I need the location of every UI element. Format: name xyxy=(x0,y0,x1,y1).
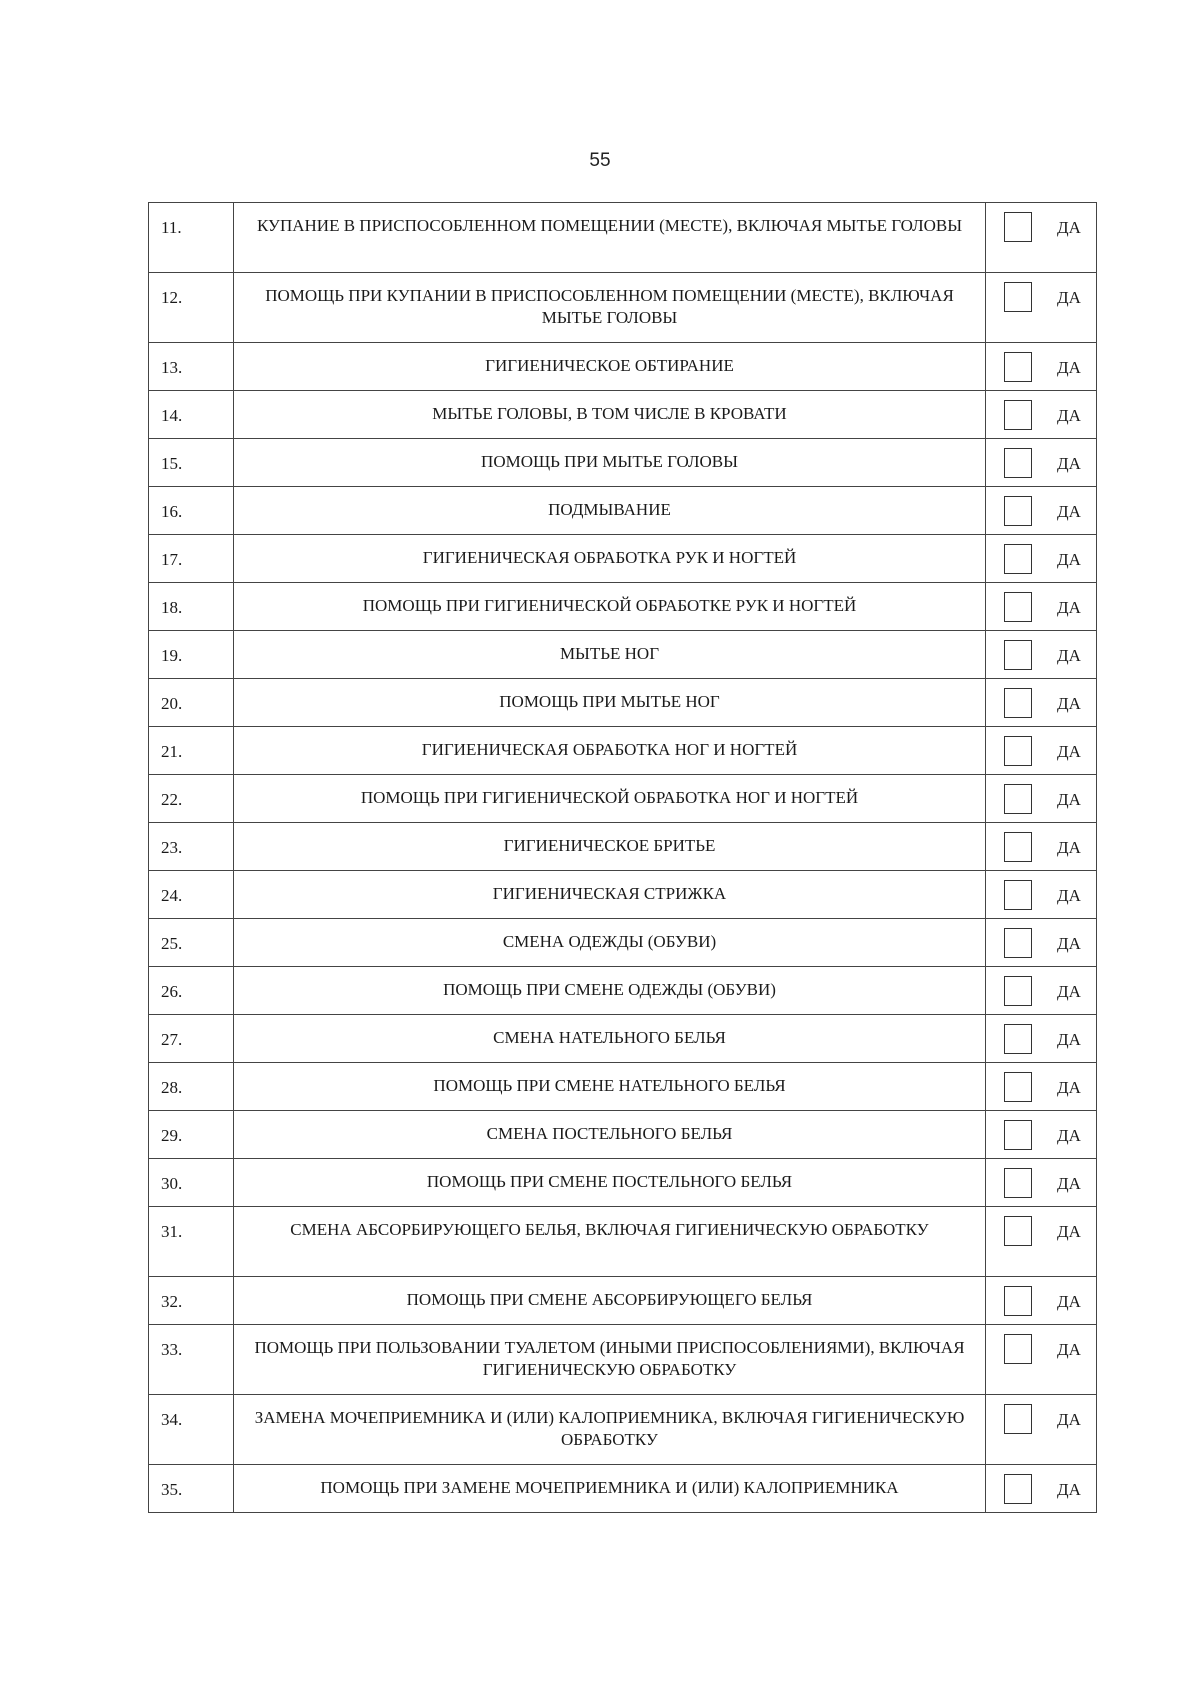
yes-checkbox[interactable] xyxy=(1004,592,1032,622)
table-row xyxy=(149,919,1097,967)
table-row xyxy=(149,391,1097,439)
services-checklist-table xyxy=(148,202,1097,1513)
page-number: 55 xyxy=(589,150,611,171)
table-row xyxy=(149,1159,1097,1207)
yes-label: ДА xyxy=(1057,1410,1081,1429)
table-row xyxy=(149,535,1097,583)
answer-group xyxy=(986,391,1096,430)
yes-label: ДА xyxy=(1057,406,1081,425)
answer-group xyxy=(986,273,1096,312)
answer-group xyxy=(986,871,1096,910)
answer-group xyxy=(986,1395,1096,1434)
row-number: 19. xyxy=(149,631,234,679)
table-row xyxy=(149,439,1097,487)
answer-group xyxy=(986,1063,1096,1102)
answer-cell xyxy=(986,1395,1097,1465)
service-description: ПОМОЩЬ ПРИ ГИГИЕНИЧЕСКОЙ ОБРАБОТКА НОГ И НОГТЕЙ xyxy=(234,775,986,823)
row-number: 23. xyxy=(149,823,234,871)
yes-label: ДА xyxy=(1057,646,1081,665)
yes-checkbox[interactable] xyxy=(1004,976,1032,1006)
answer-group xyxy=(986,967,1096,1006)
yes-checkbox[interactable] xyxy=(1004,282,1032,312)
answer-group xyxy=(986,1465,1096,1504)
answer-cell xyxy=(986,727,1097,775)
answer-group xyxy=(986,1277,1096,1316)
answer-cell xyxy=(986,823,1097,871)
answer-cell xyxy=(986,871,1097,919)
yes-checkbox[interactable] xyxy=(1004,496,1032,526)
table-row xyxy=(149,273,1097,343)
table-row xyxy=(149,1465,1097,1513)
service-description: ПОМОЩЬ ПРИ СМЕНЕ АБСОРБИРУЮЩЕГО БЕЛЬЯ xyxy=(234,1277,986,1325)
yes-checkbox[interactable] xyxy=(1004,1024,1032,1054)
checklist-rows xyxy=(149,203,1097,1513)
answer-group xyxy=(986,1207,1096,1246)
table-row xyxy=(149,775,1097,823)
answer-cell xyxy=(986,343,1097,391)
answer-group xyxy=(986,343,1096,382)
yes-checkbox[interactable] xyxy=(1004,832,1032,862)
service-description: МЫТЬЕ НОГ xyxy=(234,631,986,679)
yes-label: ДА xyxy=(1057,886,1081,905)
service-description: ПОМОЩЬ ПРИ СМЕНЕ НАТЕЛЬНОГО БЕЛЬЯ xyxy=(234,1063,986,1111)
yes-checkbox[interactable] xyxy=(1004,448,1032,478)
answer-cell xyxy=(986,535,1097,583)
row-number: 29. xyxy=(149,1111,234,1159)
service-description: ПОМОЩЬ ПРИ ПОЛЬЗОВАНИИ ТУАЛЕТОМ (ИНЫМИ ПРИСПОСОБЛЕНИЯМИ), ВКЛЮЧАЯ ГИГИЕНИЧЕСКУЮ ОБРАБОТКУ xyxy=(234,1325,986,1395)
yes-checkbox[interactable] xyxy=(1004,928,1032,958)
service-description: ПОМОЩЬ ПРИ МЫТЬЕ НОГ xyxy=(234,679,986,727)
yes-checkbox[interactable] xyxy=(1004,1474,1032,1504)
answer-cell xyxy=(986,1015,1097,1063)
row-number: 14. xyxy=(149,391,234,439)
row-number: 26. xyxy=(149,967,234,1015)
table-row xyxy=(149,1015,1097,1063)
yes-label: ДА xyxy=(1057,790,1081,809)
row-number: 11. xyxy=(149,203,234,273)
yes-checkbox[interactable] xyxy=(1004,352,1032,382)
table-row xyxy=(149,823,1097,871)
service-description: ПОМОЩЬ ПРИ СМЕНЕ ОДЕЖДЫ (ОБУВИ) xyxy=(234,967,986,1015)
service-description: ГИГИЕНИЧЕСКОЕ БРИТЬЕ xyxy=(234,823,986,871)
row-number: 32. xyxy=(149,1277,234,1325)
answer-cell xyxy=(986,1063,1097,1111)
row-number: 22. xyxy=(149,775,234,823)
yes-label: ДА xyxy=(1057,838,1081,857)
yes-label: ДА xyxy=(1057,982,1081,1001)
service-description: ГИГИЕНИЧЕСКАЯ ОБРАБОТКА НОГ И НОГТЕЙ xyxy=(234,727,986,775)
table-row xyxy=(149,1207,1097,1277)
table-row xyxy=(149,203,1097,273)
yes-checkbox[interactable] xyxy=(1004,212,1032,242)
table-row xyxy=(149,583,1097,631)
row-number: 31. xyxy=(149,1207,234,1277)
answer-group xyxy=(986,439,1096,478)
answer-group xyxy=(986,775,1096,814)
answer-cell xyxy=(986,273,1097,343)
table-row xyxy=(149,631,1097,679)
answer-cell xyxy=(986,1111,1097,1159)
row-number: 28. xyxy=(149,1063,234,1111)
service-description: ПОМОЩЬ ПРИ МЫТЬЕ ГОЛОВЫ xyxy=(234,439,986,487)
table-row xyxy=(149,679,1097,727)
row-number: 21. xyxy=(149,727,234,775)
answer-group xyxy=(986,535,1096,574)
yes-label: ДА xyxy=(1057,694,1081,713)
yes-label: ДА xyxy=(1057,358,1081,377)
answer-group xyxy=(986,1111,1096,1150)
row-number: 15. xyxy=(149,439,234,487)
table-row xyxy=(149,1277,1097,1325)
answer-group xyxy=(986,487,1096,526)
answer-cell xyxy=(986,631,1097,679)
service-description: СМЕНА НАТЕЛЬНОГО БЕЛЬЯ xyxy=(234,1015,986,1063)
yes-label: ДА xyxy=(1057,1030,1081,1049)
answer-cell xyxy=(986,487,1097,535)
yes-label: ДА xyxy=(1057,502,1081,521)
answer-cell xyxy=(986,967,1097,1015)
service-description: СМЕНА ОДЕЖДЫ (ОБУВИ) xyxy=(234,919,986,967)
yes-checkbox[interactable] xyxy=(1004,1286,1032,1316)
yes-label: ДА xyxy=(1057,1340,1081,1359)
service-description: СМЕНА ПОСТЕЛЬНОГО БЕЛЬЯ xyxy=(234,1111,986,1159)
yes-label: ДА xyxy=(1057,1078,1081,1097)
service-description: КУПАНИЕ В ПРИСПОСОБЛЕННОМ ПОМЕЩЕНИИ (МЕСТЕ), ВКЛЮЧАЯ МЫТЬЕ ГОЛОВЫ xyxy=(234,203,986,273)
row-number: 16. xyxy=(149,487,234,535)
row-number: 13. xyxy=(149,343,234,391)
answer-cell xyxy=(986,439,1097,487)
table-row xyxy=(149,487,1097,535)
yes-label: ДА xyxy=(1057,742,1081,761)
answer-group xyxy=(986,1015,1096,1054)
answer-group xyxy=(986,919,1096,958)
row-number: 25. xyxy=(149,919,234,967)
row-number: 30. xyxy=(149,1159,234,1207)
answer-group xyxy=(986,823,1096,862)
row-number: 33. xyxy=(149,1325,234,1395)
row-number: 34. xyxy=(149,1395,234,1465)
row-number: 27. xyxy=(149,1015,234,1063)
answer-cell xyxy=(986,1325,1097,1395)
yes-checkbox[interactable] xyxy=(1004,880,1032,910)
yes-label: ДА xyxy=(1057,454,1081,473)
yes-checkbox[interactable] xyxy=(1004,544,1032,574)
yes-label: ДА xyxy=(1057,218,1081,237)
yes-checkbox[interactable] xyxy=(1004,1168,1032,1198)
service-description: ПОДМЫВАНИЕ xyxy=(234,487,986,535)
answer-cell xyxy=(986,1159,1097,1207)
answer-cell xyxy=(986,1207,1097,1277)
yes-label: ДА xyxy=(1057,1126,1081,1145)
table-row xyxy=(149,1063,1097,1111)
table-row xyxy=(149,967,1097,1015)
yes-label: ДА xyxy=(1057,1292,1081,1311)
answer-group xyxy=(986,1159,1096,1198)
table-row xyxy=(149,1111,1097,1159)
service-description: ГИГИЕНИЧЕСКАЯ СТРИЖКА xyxy=(234,871,986,919)
row-number: 24. xyxy=(149,871,234,919)
yes-label: ДА xyxy=(1057,1480,1081,1499)
service-description: ПОМОЩЬ ПРИ ЗАМЕНЕ МОЧЕПРИЕМНИКА И (ИЛИ) КАЛОПРИЕМНИКА xyxy=(234,1465,986,1513)
row-number: 12. xyxy=(149,273,234,343)
row-number: 20. xyxy=(149,679,234,727)
yes-checkbox[interactable] xyxy=(1004,1120,1032,1150)
yes-checkbox[interactable] xyxy=(1004,784,1032,814)
yes-checkbox[interactable] xyxy=(1004,688,1032,718)
row-number: 17. xyxy=(149,535,234,583)
answer-cell xyxy=(986,203,1097,273)
answer-group xyxy=(986,679,1096,718)
service-description: МЫТЬЕ ГОЛОВЫ, В ТОМ ЧИСЛЕ В КРОВАТИ xyxy=(234,391,986,439)
yes-label: ДА xyxy=(1057,550,1081,569)
row-number: 35. xyxy=(149,1465,234,1513)
yes-label: ДА xyxy=(1057,1174,1081,1193)
service-description: ПОМОЩЬ ПРИ СМЕНЕ ПОСТЕЛЬНОГО БЕЛЬЯ xyxy=(234,1159,986,1207)
answer-cell xyxy=(986,1465,1097,1513)
yes-checkbox[interactable] xyxy=(1004,1072,1032,1102)
table-row xyxy=(149,1395,1097,1465)
yes-checkbox[interactable] xyxy=(1004,1404,1032,1434)
yes-checkbox[interactable] xyxy=(1004,400,1032,430)
row-number: 18. xyxy=(149,583,234,631)
service-description: ЗАМЕНА МОЧЕПРИЕМНИКА И (ИЛИ) КАЛОПРИЕМНИКА, ВКЛЮЧАЯ ГИГИЕНИЧЕСКУЮ ОБРАБОТКУ xyxy=(234,1395,986,1465)
table-row xyxy=(149,727,1097,775)
table-row xyxy=(149,1325,1097,1395)
service-description: ГИГИЕНИЧЕСКАЯ ОБРАБОТКА РУК И НОГТЕЙ xyxy=(234,535,986,583)
answer-cell xyxy=(986,919,1097,967)
answer-group xyxy=(986,1325,1096,1364)
yes-checkbox[interactable] xyxy=(1004,1216,1032,1246)
answer-cell xyxy=(986,1277,1097,1325)
yes-label: ДА xyxy=(1057,934,1081,953)
answer-cell xyxy=(986,679,1097,727)
yes-checkbox[interactable] xyxy=(1004,1334,1032,1364)
answer-group xyxy=(986,631,1096,670)
service-description: СМЕНА АБСОРБИРУЮЩЕГО БЕЛЬЯ, ВКЛЮЧАЯ ГИГИЕНИЧЕСКУЮ ОБРАБОТКУ xyxy=(234,1207,986,1277)
answer-cell xyxy=(986,583,1097,631)
answer-cell xyxy=(986,391,1097,439)
service-description: ГИГИЕНИЧЕСКОЕ ОБТИРАНИЕ xyxy=(234,343,986,391)
yes-label: ДА xyxy=(1057,598,1081,617)
yes-label: ДА xyxy=(1057,288,1081,307)
service-description: ПОМОЩЬ ПРИ КУПАНИИ В ПРИСПОСОБЛЕННОМ ПОМЕЩЕНИИ (МЕСТЕ), ВКЛЮЧАЯ МЫТЬЕ ГОЛОВЫ xyxy=(234,273,986,343)
yes-checkbox[interactable] xyxy=(1004,640,1032,670)
yes-label: ДА xyxy=(1057,1222,1081,1241)
answer-cell xyxy=(986,775,1097,823)
answer-group xyxy=(986,203,1096,242)
service-description: ПОМОЩЬ ПРИ ГИГИЕНИЧЕСКОЙ ОБРАБОТКЕ РУК И НОГТЕЙ xyxy=(234,583,986,631)
table-row xyxy=(149,343,1097,391)
answer-group xyxy=(986,727,1096,766)
yes-checkbox[interactable] xyxy=(1004,736,1032,766)
table-row xyxy=(149,871,1097,919)
answer-group xyxy=(986,583,1096,622)
